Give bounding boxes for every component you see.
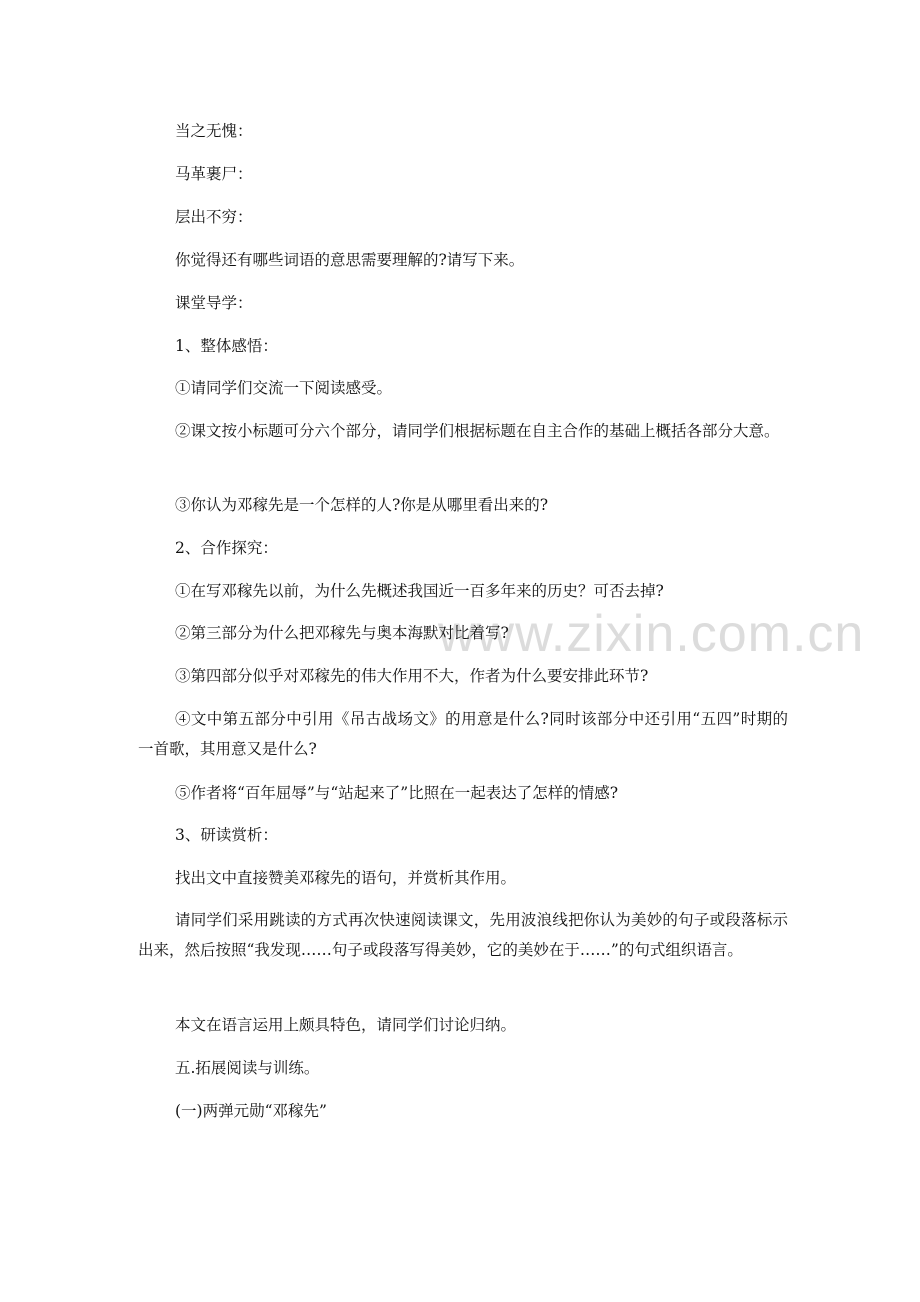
explore-item-4: ④文中第五部分中引用《吊古战场文》的用意是什么?同时该部分中还引用“五四”时期的一首歌，其用意又是什么? (138, 710, 788, 758)
analysis-item-1: 找出文中直接赞美邓稼先的语句，并赏析其作用。 (175, 869, 517, 887)
subsection-title: (一)两弹元勋“邓稼先” (175, 1102, 327, 1120)
analysis-item-2: 请同学们采用跳读的方式再次快速阅读课文，先用波浪线把你认为美妙的句子或段落标示出来，然后按照“我发现……句子或段落写得美妙，它的美妙在于……”的句式组织语言。 (138, 911, 788, 959)
paragraph-term-2: 马革裹尸： (175, 165, 253, 183)
subheading-overall: 1、整体感悟： (175, 337, 278, 355)
watermark: www.zixin.com.cn (438, 605, 865, 663)
list-item-3: ③你认为邓稼先是一个怎样的人?你是从哪里看出来的? (175, 496, 549, 514)
list-item-1: ①请同学们交流一下阅读感受。 (175, 379, 393, 397)
explore-item-2: ②第三部分为什么把邓稼先与奥本海默对比着写? (175, 624, 509, 642)
paragraph-question: 你觉得还有哪些词语的意思需要理解的?请写下来。 (175, 251, 525, 269)
paragraph-term-3: 层出不穷： (175, 208, 253, 226)
explore-item-3: ③第四部分似乎对邓稼先的伟大作用不大，作者为什么要安排此环节? (175, 667, 649, 685)
section-heading-guide: 课堂导学： (175, 294, 253, 312)
list-item-2: ②课文按小标题可分六个部分，请同学们根据标题在自主合作的基础上概括各部分大意。 (175, 422, 780, 440)
subheading-analysis: 3、研读赏析： (175, 826, 278, 844)
paragraph-term-1: 当之无愧： (175, 122, 253, 140)
explore-item-1: ①在写邓稼先以前，为什么先概述我国近一百多年来的历史？可否去掉? (175, 582, 664, 600)
section-heading-extension: 五.拓展阅读与训练。 (175, 1059, 320, 1077)
subheading-explore: 2、合作探究： (175, 539, 278, 557)
explore-item-5: ⑤作者将“百年屈辱”与“站起来了”比照在一起表达了怎样的情感? (175, 784, 619, 802)
analysis-item-3: 本文在语言运用上颇具特色，请同学们讨论归纳。 (175, 1016, 517, 1034)
